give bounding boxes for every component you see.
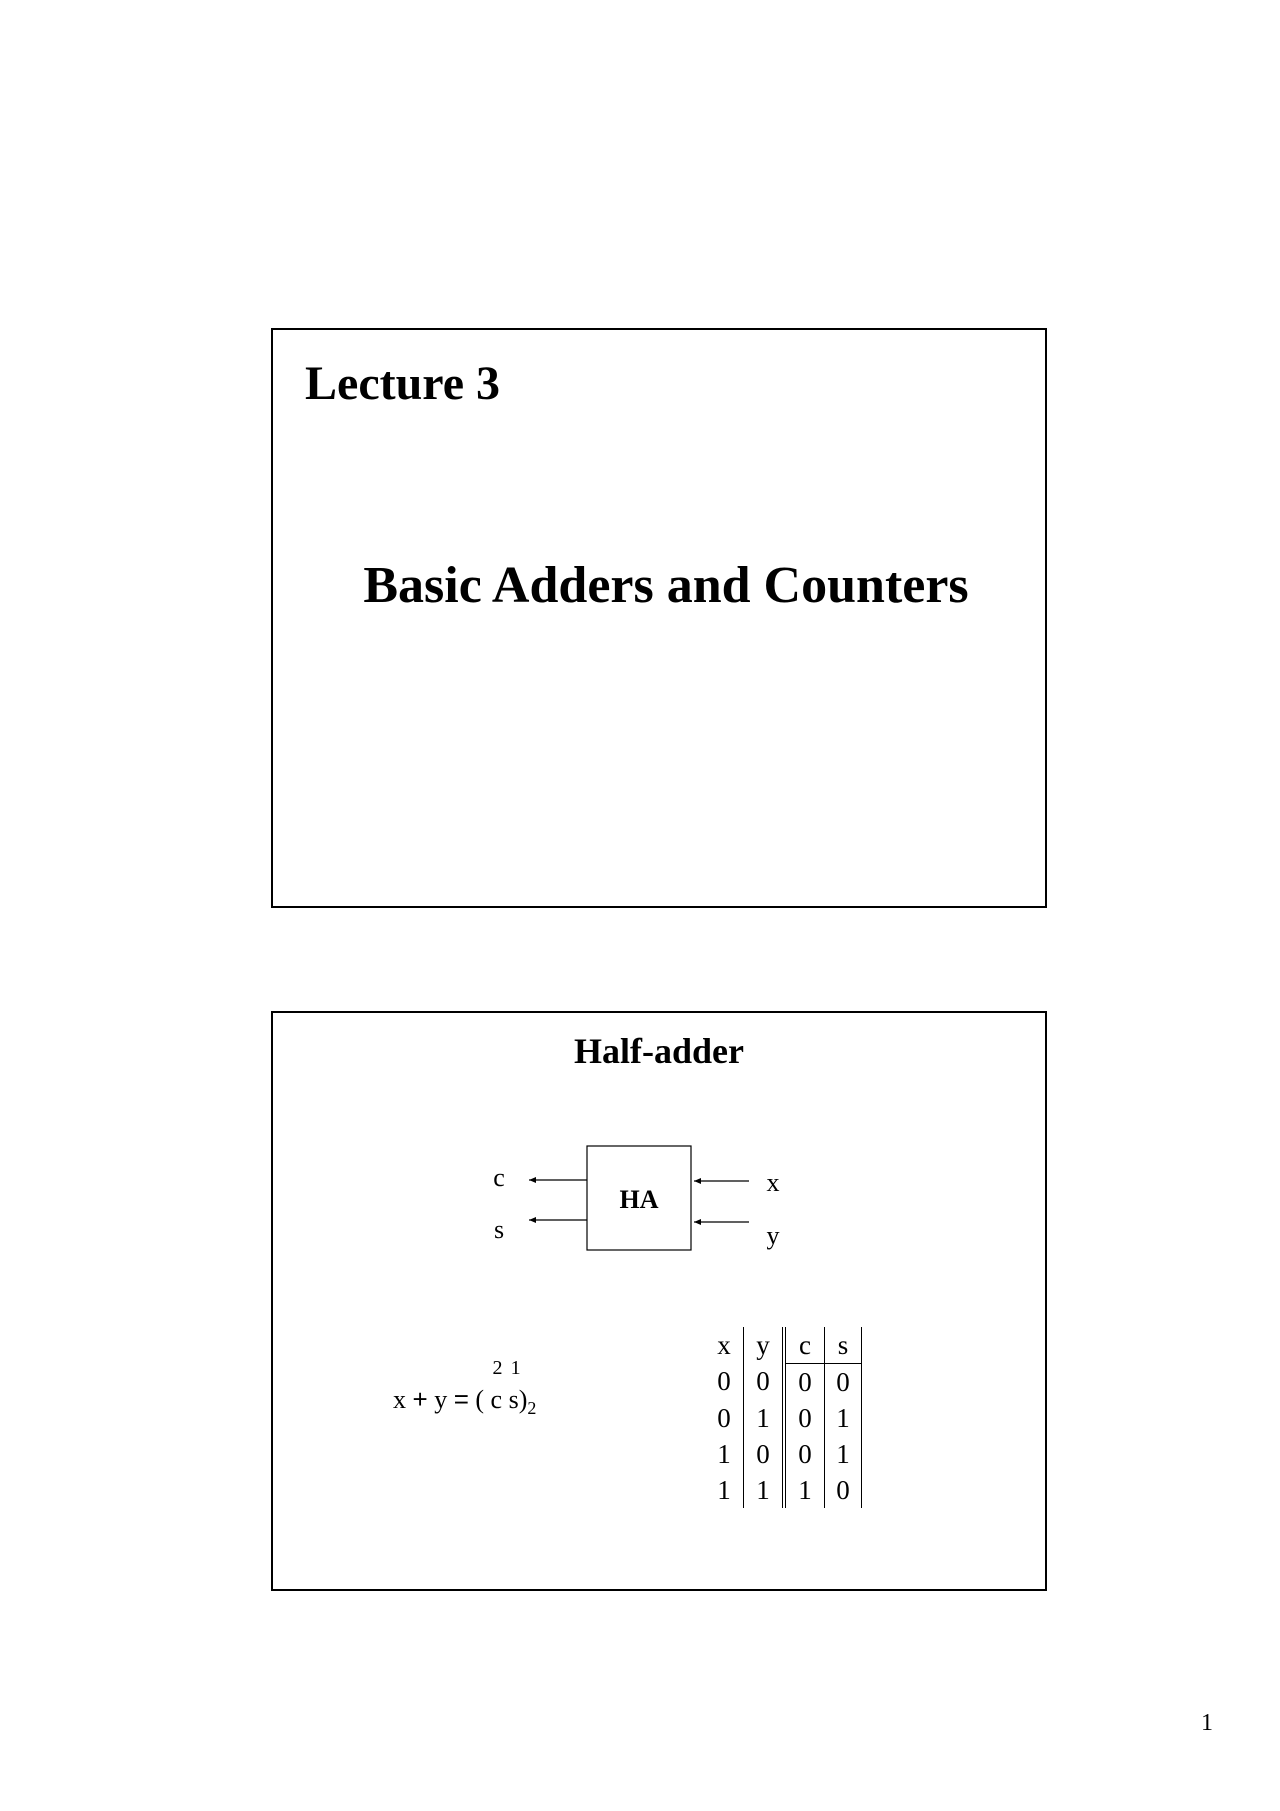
table-cell: 1 <box>717 1438 731 1469</box>
table-cell: 0 <box>744 1436 785 1472</box>
table-cell: 1 <box>825 1436 862 1472</box>
header-c: c <box>784 1327 825 1364</box>
header-s: s <box>825 1327 862 1364</box>
eq-index-c: 2 <box>492 1357 503 1379</box>
table-cell: 1 <box>744 1472 785 1508</box>
eq-c-group <box>490 1357 503 1414</box>
eq-plus: + <box>412 1384 428 1414</box>
lecture-number: Lecture 3 <box>305 357 501 410</box>
input-y-label: y <box>766 1221 780 1250</box>
input-x-label: x <box>766 1168 780 1197</box>
table-cell: 1 <box>784 1472 825 1508</box>
output-s-label: s <box>493 1215 505 1244</box>
eq-equals: = <box>453 1384 469 1414</box>
eq-y: y <box>434 1385 448 1414</box>
table-cell: 0 <box>825 1472 862 1508</box>
eq-close-paren: ) <box>518 1385 528 1414</box>
header-y: y <box>744 1327 785 1364</box>
half-adder-diagram <box>273 1013 1049 1593</box>
lecture-title: Basic Adders and Counters <box>363 557 969 614</box>
table-cell: 0 <box>784 1364 825 1401</box>
eq-s-group <box>508 1357 521 1414</box>
ha-block-label: HA <box>619 1185 659 1214</box>
eq-open-paren: ( <box>475 1385 485 1414</box>
slide-half-adder <box>271 1011 1047 1591</box>
page-number: 1 <box>1201 1710 1213 1736</box>
table-row <box>705 1364 862 1401</box>
header-x: x <box>717 1329 731 1360</box>
slide-title: Half-adder <box>574 1031 744 1071</box>
output-c-label: c <box>493 1163 505 1192</box>
slide-lecture-title <box>271 328 1047 908</box>
table-cell: 0 <box>784 1436 825 1472</box>
table-cell: 0 <box>825 1364 862 1401</box>
truth-table-header-row <box>705 1327 862 1364</box>
table-cell: 1 <box>744 1400 785 1436</box>
truth-table <box>705 1327 862 1508</box>
eq-s: s <box>508 1385 519 1414</box>
table-row <box>705 1400 862 1436</box>
eq-x: x <box>393 1385 406 1414</box>
table-cell: 1 <box>717 1474 731 1505</box>
eq-base-subscript: 2 <box>527 1398 537 1418</box>
table-row <box>705 1472 862 1508</box>
half-adder-equation <box>393 1357 537 1418</box>
table-cell: 0 <box>717 1366 731 1397</box>
table-cell: 0 <box>784 1400 825 1436</box>
table-cell: 1 <box>825 1400 862 1436</box>
eq-c: c <box>490 1385 503 1414</box>
table-row <box>705 1436 862 1472</box>
table-cell: 0 <box>744 1364 785 1401</box>
eq-index-s: 1 <box>510 1357 521 1379</box>
table-cell: 0 <box>717 1402 731 1433</box>
